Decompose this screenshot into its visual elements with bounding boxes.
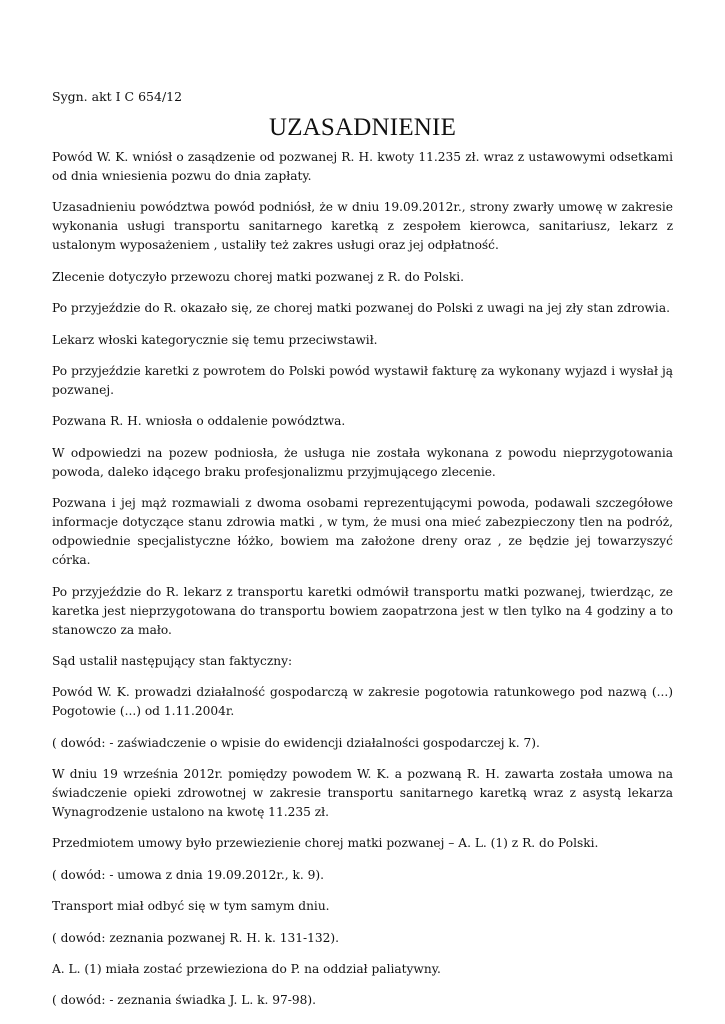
paragraph-refusal: Po przyjeździe do R. lekarz z transportu karetki odmówił transportu matki pozwanej, twierdząc, ze karetka jest nieprzygotowana do transportu bowiem zaopatrzona jest w tlen tylko na 4 godziny a to stanowczo za mało. <box>52 584 673 637</box>
paragraph-justification: Uzasadnieniu powództwa powód podniósł, że w dniu 19.09.2012r., strony zwarły umowę w zakresie wykonania usługi transportu sanitarnego karetką z zespołem kierowca, sanitariusz, lekarz z ustalonym wyposażeniem , ustaliły też zakres usługi oraz jej odpłatność. <box>52 200 673 253</box>
paragraph-invoice: Po przyjeździe karetki z powrotem do Polski powód wystawił fakturę za wykonany wyjazd i wysłał ją pozwanej. <box>52 363 673 397</box>
paragraph-arrival: Po przyjeździe do R. okazało się, ze chorej matki pozwanej do Polski z uwagi na jej zły stan zdrowia. <box>52 301 670 316</box>
paragraph-conversation: Pozwana i jej mąż rozmawiali z dwoma osobami reprezentującymi powoda, podawali szczegółowe informacje dotyczące stanu zdrowia matki , w tym, że musi ona mieć zabezpieczony tlen na podróż, odpowiednie specjalistyczne łóżko, bowiem ma założone dreny oraz , ze będzie jej towarzyszyć córka. <box>52 496 673 568</box>
paragraph-defendant-motion: Pozwana R. H. wniosła o oddalenie powództwa. <box>52 414 346 429</box>
case-signature: Sygn. akt I C 654/12 <box>52 89 183 104</box>
document-page <box>52 88 673 1023</box>
paragraph-palliative: A. L. (1) miała zostać przewieziona do P. na oddział paliatywny. <box>52 962 441 977</box>
paragraph-business: Powód W. K. prowadzi działalność gospodarczą w zakresie pogotowia ratunkowego pod nazwą (...) Pogotowie (...) od 1.11.2004r. <box>52 685 673 719</box>
paragraph-order: Zlecenie dotyczyło przewozu chorej matki pozwanej z R. do Polski. <box>52 269 464 284</box>
document-title: UZASADNIENIE <box>268 114 457 141</box>
paragraph-response: W odpowiedzi na pozew podniosła, że usługa nie została wykonana z powodu nieprzygotowania powoda, daleko idącego braku profesjonalizmu przyjmującego zlecenie. <box>52 445 673 479</box>
paragraph-claim: Powód W. K. wniósł o zasądzenie od pozwanej R. H. kwoty 11.235 zł. wraz z ustawowymi odsetkami od dnia wniesienia pozwu do dnia zapłaty. <box>52 150 673 183</box>
paragraph-doctor: Lekarz włoski kategorycznie się temu przeciwstawił. <box>52 332 378 347</box>
paragraph-transport-day: Transport miał odbyć się w tym samym dniu. <box>52 899 330 914</box>
paragraph-evidence-3: ( dowód: zeznania pozwanej R. H. k. 131-132). <box>52 930 340 945</box>
paragraph-evidence-4: ( dowód: - zeznania świadka J. L. k. 97-98). <box>52 993 316 1008</box>
paragraph-subject: Przedmiotem umowy było przewiezienie chorej matki pozwanej – A. L. (1) z R. do Polski. <box>52 836 599 851</box>
paragraph-evidence-2: ( dowód: - umowa z dnia 19.09.2012r., k. 9). <box>52 867 325 882</box>
paragraph-contract: W dniu 19 września 2012r. pomiędzy powodem W. K. a pozwaną R. H. zawarta została umowa na świadczenie opieki zdrowotnej w zakresie transportu sanitarnego karetką wraz z asystą lekarza Wynagrodzenie ustalono na kwotę 11.235 zł. <box>52 767 673 820</box>
paragraph-facts-heading: Sąd ustalił następujący stan faktyczny: <box>52 653 293 668</box>
paragraph-evidence-1: ( dowód: - zaświadczenie o wpisie do ewidencji działalności gospodarczej k. 7). <box>52 735 540 750</box>
